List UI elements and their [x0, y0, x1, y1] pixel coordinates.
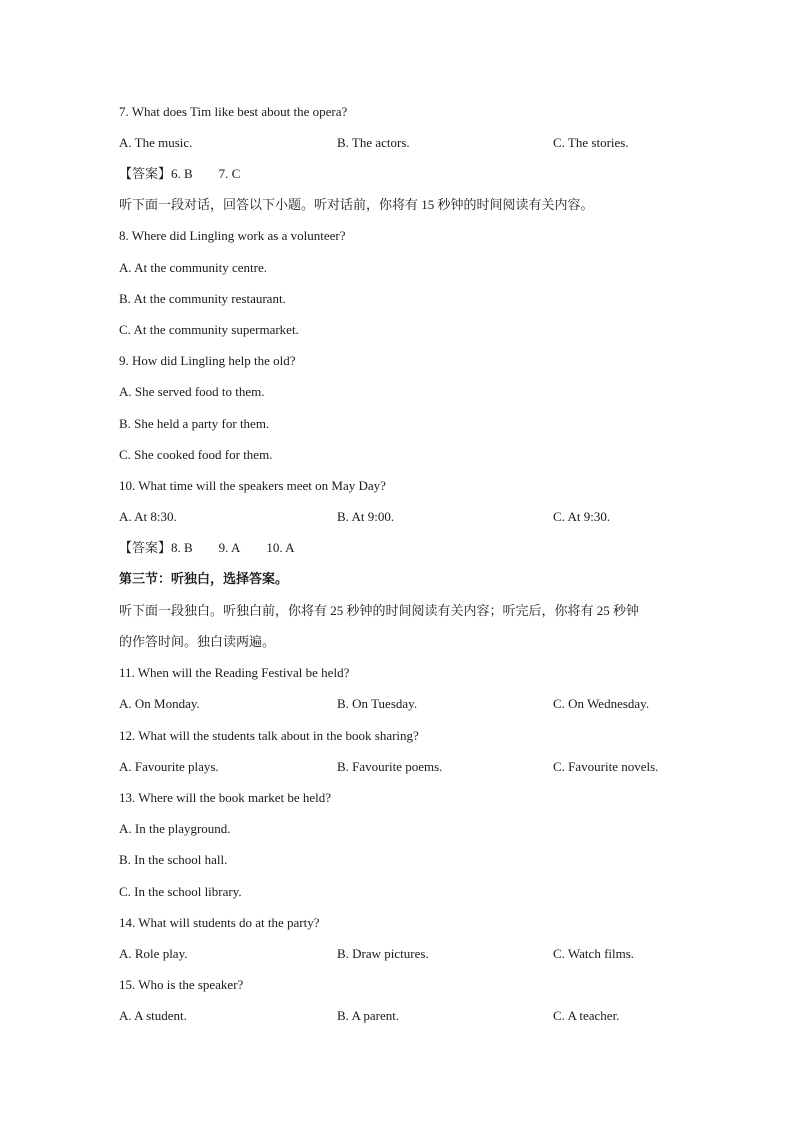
question-11: 11. When will the Reading Festival be held?	[119, 665, 350, 680]
q15-option-c: C. A teacher.	[553, 1008, 620, 1023]
q12-option-b: B. Favourite poems.	[337, 759, 443, 774]
q7-option-a: A. The music.	[119, 135, 193, 150]
question-15: 15. Who is the speaker?	[119, 977, 244, 992]
question-9: 9. How did Lingling help the old?	[119, 353, 296, 368]
q11-option-b: B. On Tuesday.	[337, 696, 418, 711]
question-8: 8. Where did Lingling work as a volunteer?	[119, 228, 346, 243]
q9-option-c: C. She cooked food for them.	[119, 447, 273, 462]
q8-option-b: B. At the community restaurant.	[119, 291, 286, 306]
dialogue-instruction: 听下面一段对话，回答以下小题。听对话前，你将有 15 秒钟的时间阅读有关内容。	[119, 197, 594, 212]
q8-option-c: C. At the community supermarket.	[119, 322, 299, 337]
answer-6-7	[119, 166, 240, 182]
answer-10: 10. A	[266, 540, 295, 555]
q14-option-b: B. Draw pictures.	[337, 946, 429, 961]
question-10: 10. What time will the speakers meet on May Day?	[119, 478, 386, 493]
answer-label: 【答案】8. B	[119, 540, 193, 555]
q15-option-a: A. A student.	[119, 1008, 187, 1023]
monologue-instruction-line1: 听下面一段独白。听独白前，你将有 25 秒钟的时间阅读有关内容；听完后，你将有 25 秒钟	[119, 603, 640, 618]
section-3-title: 第三节：听独白，选择答案。	[119, 571, 289, 586]
q14-option-a: A. Role play.	[119, 946, 188, 961]
q13-option-a: A. In the playground.	[119, 821, 231, 836]
q7-option-c: C. The stories.	[553, 135, 629, 150]
q11-option-c: C. On Wednesday.	[553, 696, 650, 711]
q13-option-c: C. In the school library.	[119, 884, 242, 899]
monologue-instruction-line2: 的作答时间。独白读两遍。	[119, 634, 276, 649]
q10-option-c: C. At 9:30.	[553, 509, 611, 524]
question-12: 12. What will the students talk about in the book sharing?	[119, 728, 419, 743]
q13-option-b: B. In the school hall.	[119, 852, 228, 867]
q15-option-b: B. A parent.	[337, 1008, 400, 1023]
answer-label: 【答案】6. B	[119, 166, 193, 181]
q8-option-a: A. At the community centre.	[119, 260, 268, 275]
question-7: 7. What does Tim like best about the opera?	[119, 104, 348, 119]
question-14: 14. What will students do at the party?	[119, 915, 320, 930]
q12-option-a: A. Favourite plays.	[119, 759, 219, 774]
q11-option-a: A. On Monday.	[119, 696, 200, 711]
q7-option-b: B. The actors.	[337, 135, 410, 150]
answer-8-10	[119, 540, 295, 556]
q12-option-c: C. Favourite novels.	[553, 759, 659, 774]
q10-option-b: B. At 9:00.	[337, 509, 395, 524]
q9-option-b: B. She held a party for them.	[119, 416, 270, 431]
q14-option-c: C. Watch films.	[553, 946, 635, 961]
answer-7: 7. C	[218, 166, 241, 181]
q10-option-a: A. At 8:30.	[119, 509, 177, 524]
answer-9: 9. A	[218, 540, 241, 555]
q9-option-a: A. She served food to them.	[119, 384, 265, 399]
question-13: 13. Where will the book market be held?	[119, 790, 332, 805]
